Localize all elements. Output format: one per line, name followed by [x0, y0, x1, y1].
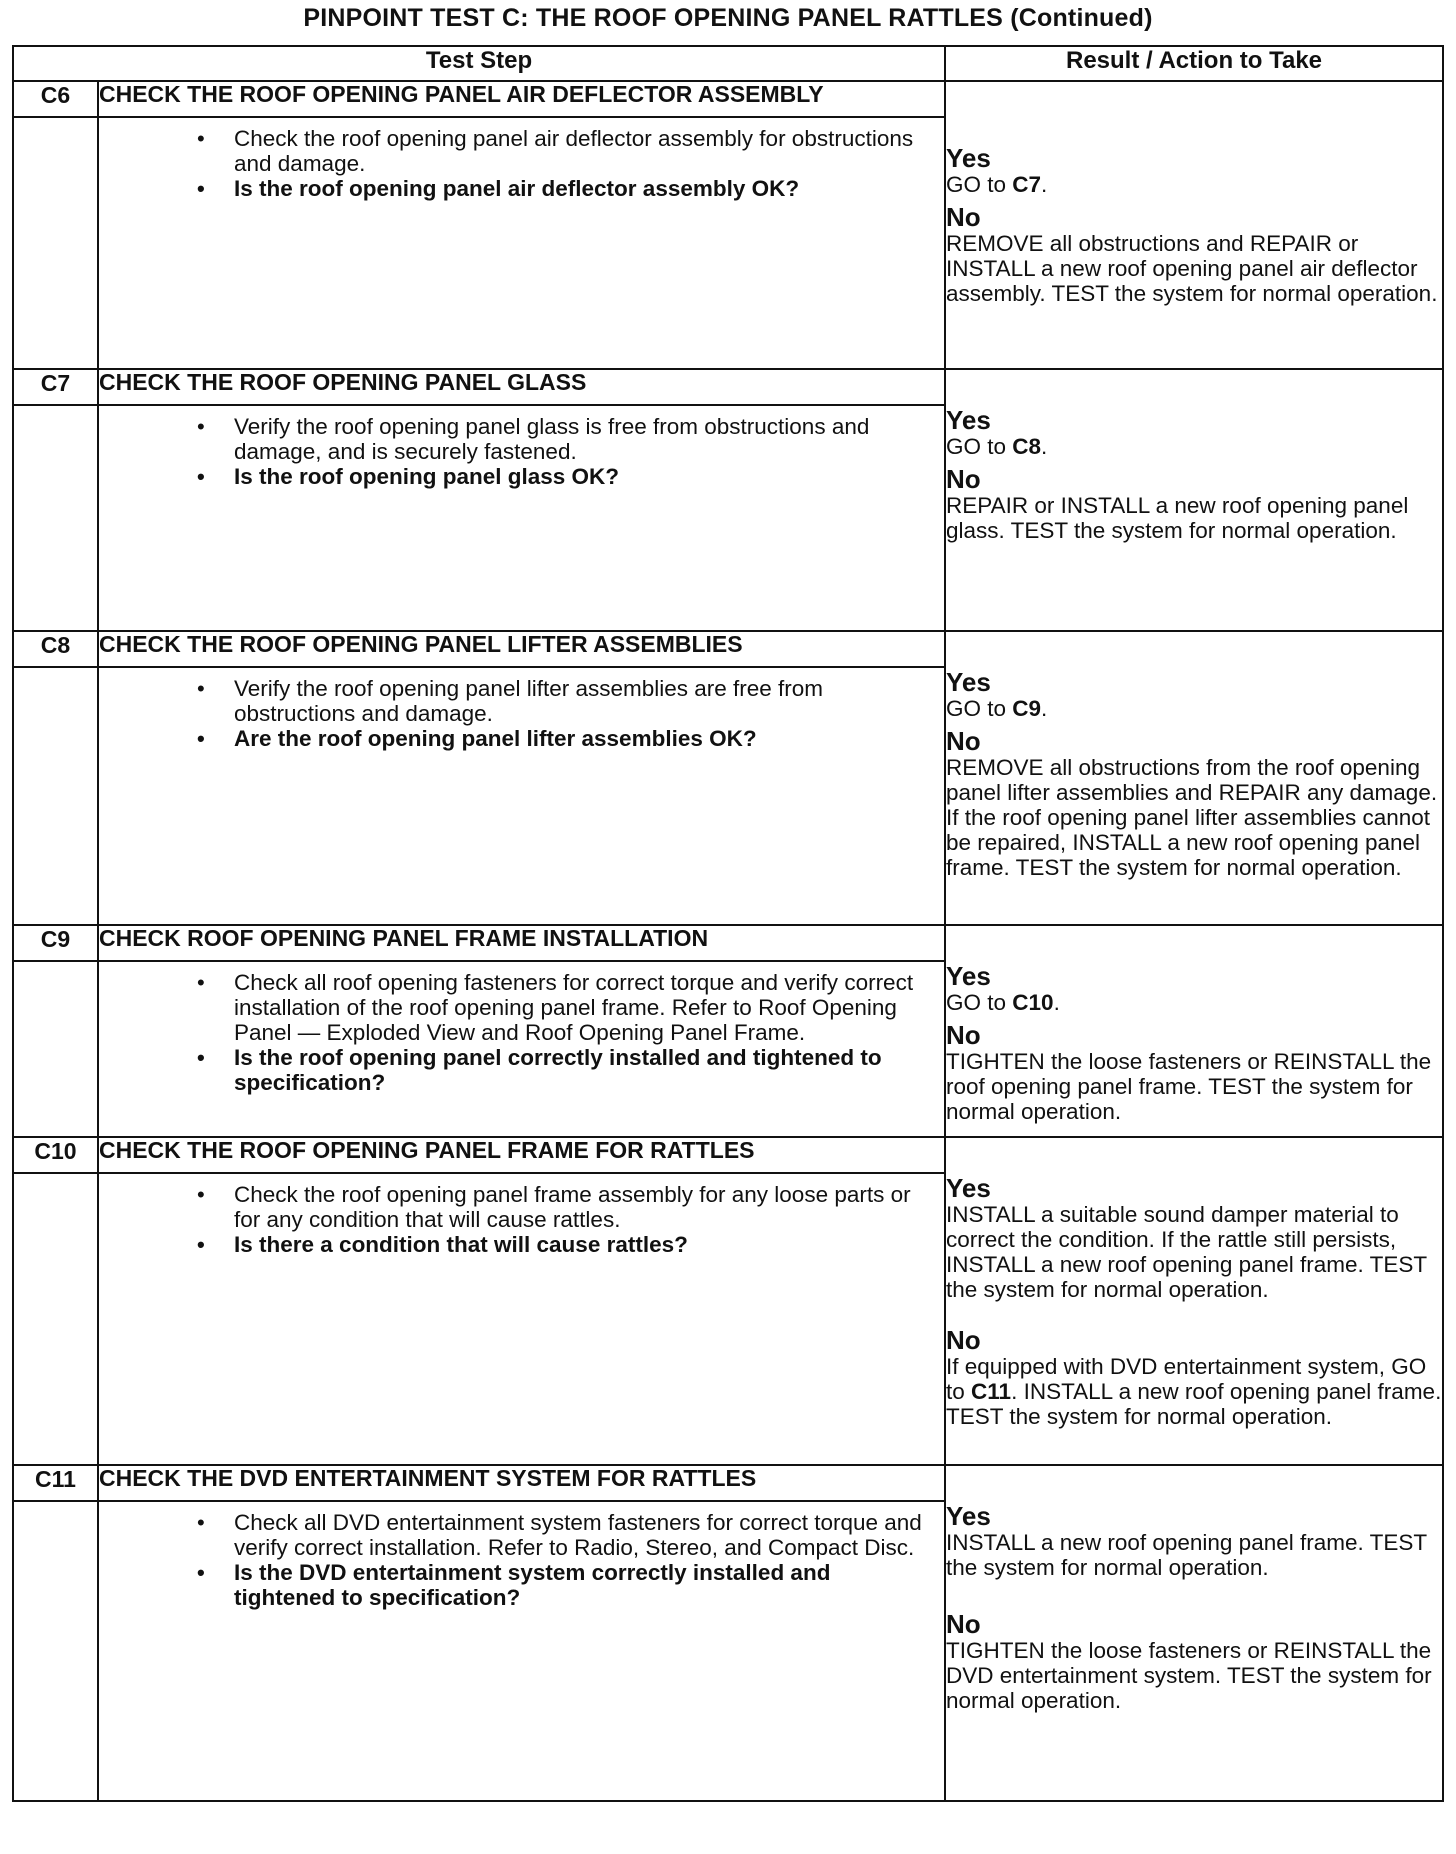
yes-label: Yes	[946, 1173, 991, 1203]
page-title: PINPOINT TEST C: THE ROOF OPENING PANEL RATTLES (Continued)	[303, 4, 1153, 32]
step-question: • Is the roof opening panel glass OK?	[99, 464, 934, 489]
step-action: • Verify the roof opening panel glass is free from obstructions and damage, and is securely fastened.	[99, 414, 934, 464]
yes-text: INSTALL a new roof opening panel frame. TEST the system for normal operation.	[946, 1530, 1427, 1580]
no-text: REMOVE all obstructions from the roof opening panel lifter assemblies and REPAIR any damage. If the roof opening panel lifter assemblies cannot be repaired, INSTALL a new roof opening panel frame. TEST the system for normal operation.	[946, 755, 1438, 880]
step-action: • Check all DVD entertainment system fasteners for correct torque and verify correct installation. Refer to Radio, Stereo, and Compact Disc.	[99, 1510, 934, 1560]
step-title: CHECK THE ROOF OPENING PANEL AIR DEFLECTOR ASSEMBLY	[98, 81, 945, 117]
step-instructions	[99, 1502, 944, 1616]
no-label: No	[946, 726, 981, 756]
step-action: • Check all roof opening fasteners for correct torque and verify correct installation of the roof opening panel frame. Refer to Roof Opening Panel — Exploded View and Roof Opening Panel Frame.	[99, 970, 934, 1045]
no-text: REPAIR or INSTALL a new roof opening panel glass. TEST the system for normal operation.	[946, 493, 1409, 543]
step-reference: C10	[1012, 990, 1054, 1015]
step-row-c7	[13, 369, 1443, 405]
step-reference: C11	[971, 1379, 1012, 1404]
no-label: No	[946, 464, 981, 494]
step-question: • Is the DVD entertainment system correctly installed and tightened to specification?	[99, 1560, 934, 1610]
step-instructions	[99, 1174, 944, 1263]
result-cell	[945, 1137, 1443, 1465]
yes-label: Yes	[946, 667, 991, 697]
result-cell	[945, 1465, 1443, 1801]
step-reference: C8	[1012, 434, 1042, 459]
yes-text: GO to C10.	[946, 990, 1060, 1015]
step-title: CHECK THE DVD ENTERTAINMENT SYSTEM FOR RATTLES	[98, 1465, 945, 1501]
result-cell	[945, 925, 1443, 1137]
yes-label: Yes	[946, 1501, 991, 1531]
pinpoint-test-table	[12, 45, 1444, 1802]
step-action: • Verify the roof opening panel lifter assemblies are free from obstructions and damage.	[99, 676, 934, 726]
yes-label: Yes	[946, 143, 991, 173]
step-reference: C9	[1012, 696, 1042, 721]
no-label: No	[946, 1609, 981, 1639]
step-instructions	[99, 962, 944, 1101]
step-instructions	[99, 118, 944, 207]
step-action: • Check the roof opening panel frame assembly for any loose parts or for any condition that will cause rattles.	[99, 1182, 934, 1232]
step-question: • Is the roof opening panel correctly installed and tightened to specification?	[99, 1045, 934, 1095]
step-row-c6	[13, 81, 1443, 117]
step-question: • Is there a condition that will cause rattles?	[99, 1232, 934, 1257]
yes-label: Yes	[946, 405, 991, 435]
step-question: • Are the roof opening panel lifter assemblies OK?	[99, 726, 934, 751]
header-row	[13, 46, 1443, 81]
step-row-c11	[13, 1465, 1443, 1501]
header-result: Result / Action to Take	[945, 46, 1443, 81]
step-reference: C7	[1012, 172, 1042, 197]
step-question: • Is the roof opening panel air deflector assembly OK?	[99, 176, 934, 201]
result-cell	[945, 631, 1443, 925]
yes-label: Yes	[946, 961, 991, 991]
step-action: • Check the roof opening panel air deflector assembly for obstructions and damage.	[99, 126, 934, 176]
no-text: REMOVE all obstructions and REPAIR or INSTALL a new roof opening panel air deflector assembly. TEST the system for normal operation.	[946, 231, 1438, 306]
step-row-c10	[13, 1137, 1443, 1173]
result-cell	[945, 81, 1443, 369]
no-text: TIGHTEN the loose fasteners or REINSTALL the roof opening panel frame. TEST the system for normal operation.	[946, 1049, 1432, 1124]
no-label: No	[946, 1325, 981, 1355]
no-text: If equipped with DVD entertainment system, GO to C11. INSTALL a new roof opening panel frame. TEST the system for normal operation.	[946, 1354, 1442, 1429]
yes-text: INSTALL a suitable sound damper material to correct the condition. If the rattle still persists, INSTALL a new roof opening panel frame. TEST the system for normal operation.	[946, 1202, 1427, 1302]
step-id: C9	[13, 925, 98, 961]
step-title: CHECK THE ROOF OPENING PANEL LIFTER ASSEMBLIES	[98, 631, 945, 667]
header-test-step: Test Step	[13, 46, 945, 81]
step-id: C11	[13, 1465, 98, 1501]
yes-text: GO to C9.	[946, 696, 1048, 721]
step-instructions	[99, 668, 944, 757]
step-id: C6	[13, 81, 98, 117]
no-label: No	[946, 202, 981, 232]
step-id: C10	[13, 1137, 98, 1173]
yes-text: GO to C8.	[946, 434, 1048, 459]
step-row-c8	[13, 631, 1443, 667]
step-title: CHECK THE ROOF OPENING PANEL GLASS	[98, 369, 945, 405]
step-id: C7	[13, 369, 98, 405]
step-instructions	[99, 406, 944, 495]
step-title: CHECK ROOF OPENING PANEL FRAME INSTALLATION	[98, 925, 945, 961]
no-label: No	[946, 1020, 981, 1050]
no-text: TIGHTEN the loose fasteners or REINSTALL the DVD entertainment system. TEST the system for normal operation.	[946, 1638, 1432, 1713]
step-title: CHECK THE ROOF OPENING PANEL FRAME FOR RATTLES	[98, 1137, 945, 1173]
yes-text: GO to C7.	[946, 172, 1048, 197]
step-id: C8	[13, 631, 98, 667]
result-cell	[945, 369, 1443, 631]
step-row-c9	[13, 925, 1443, 961]
